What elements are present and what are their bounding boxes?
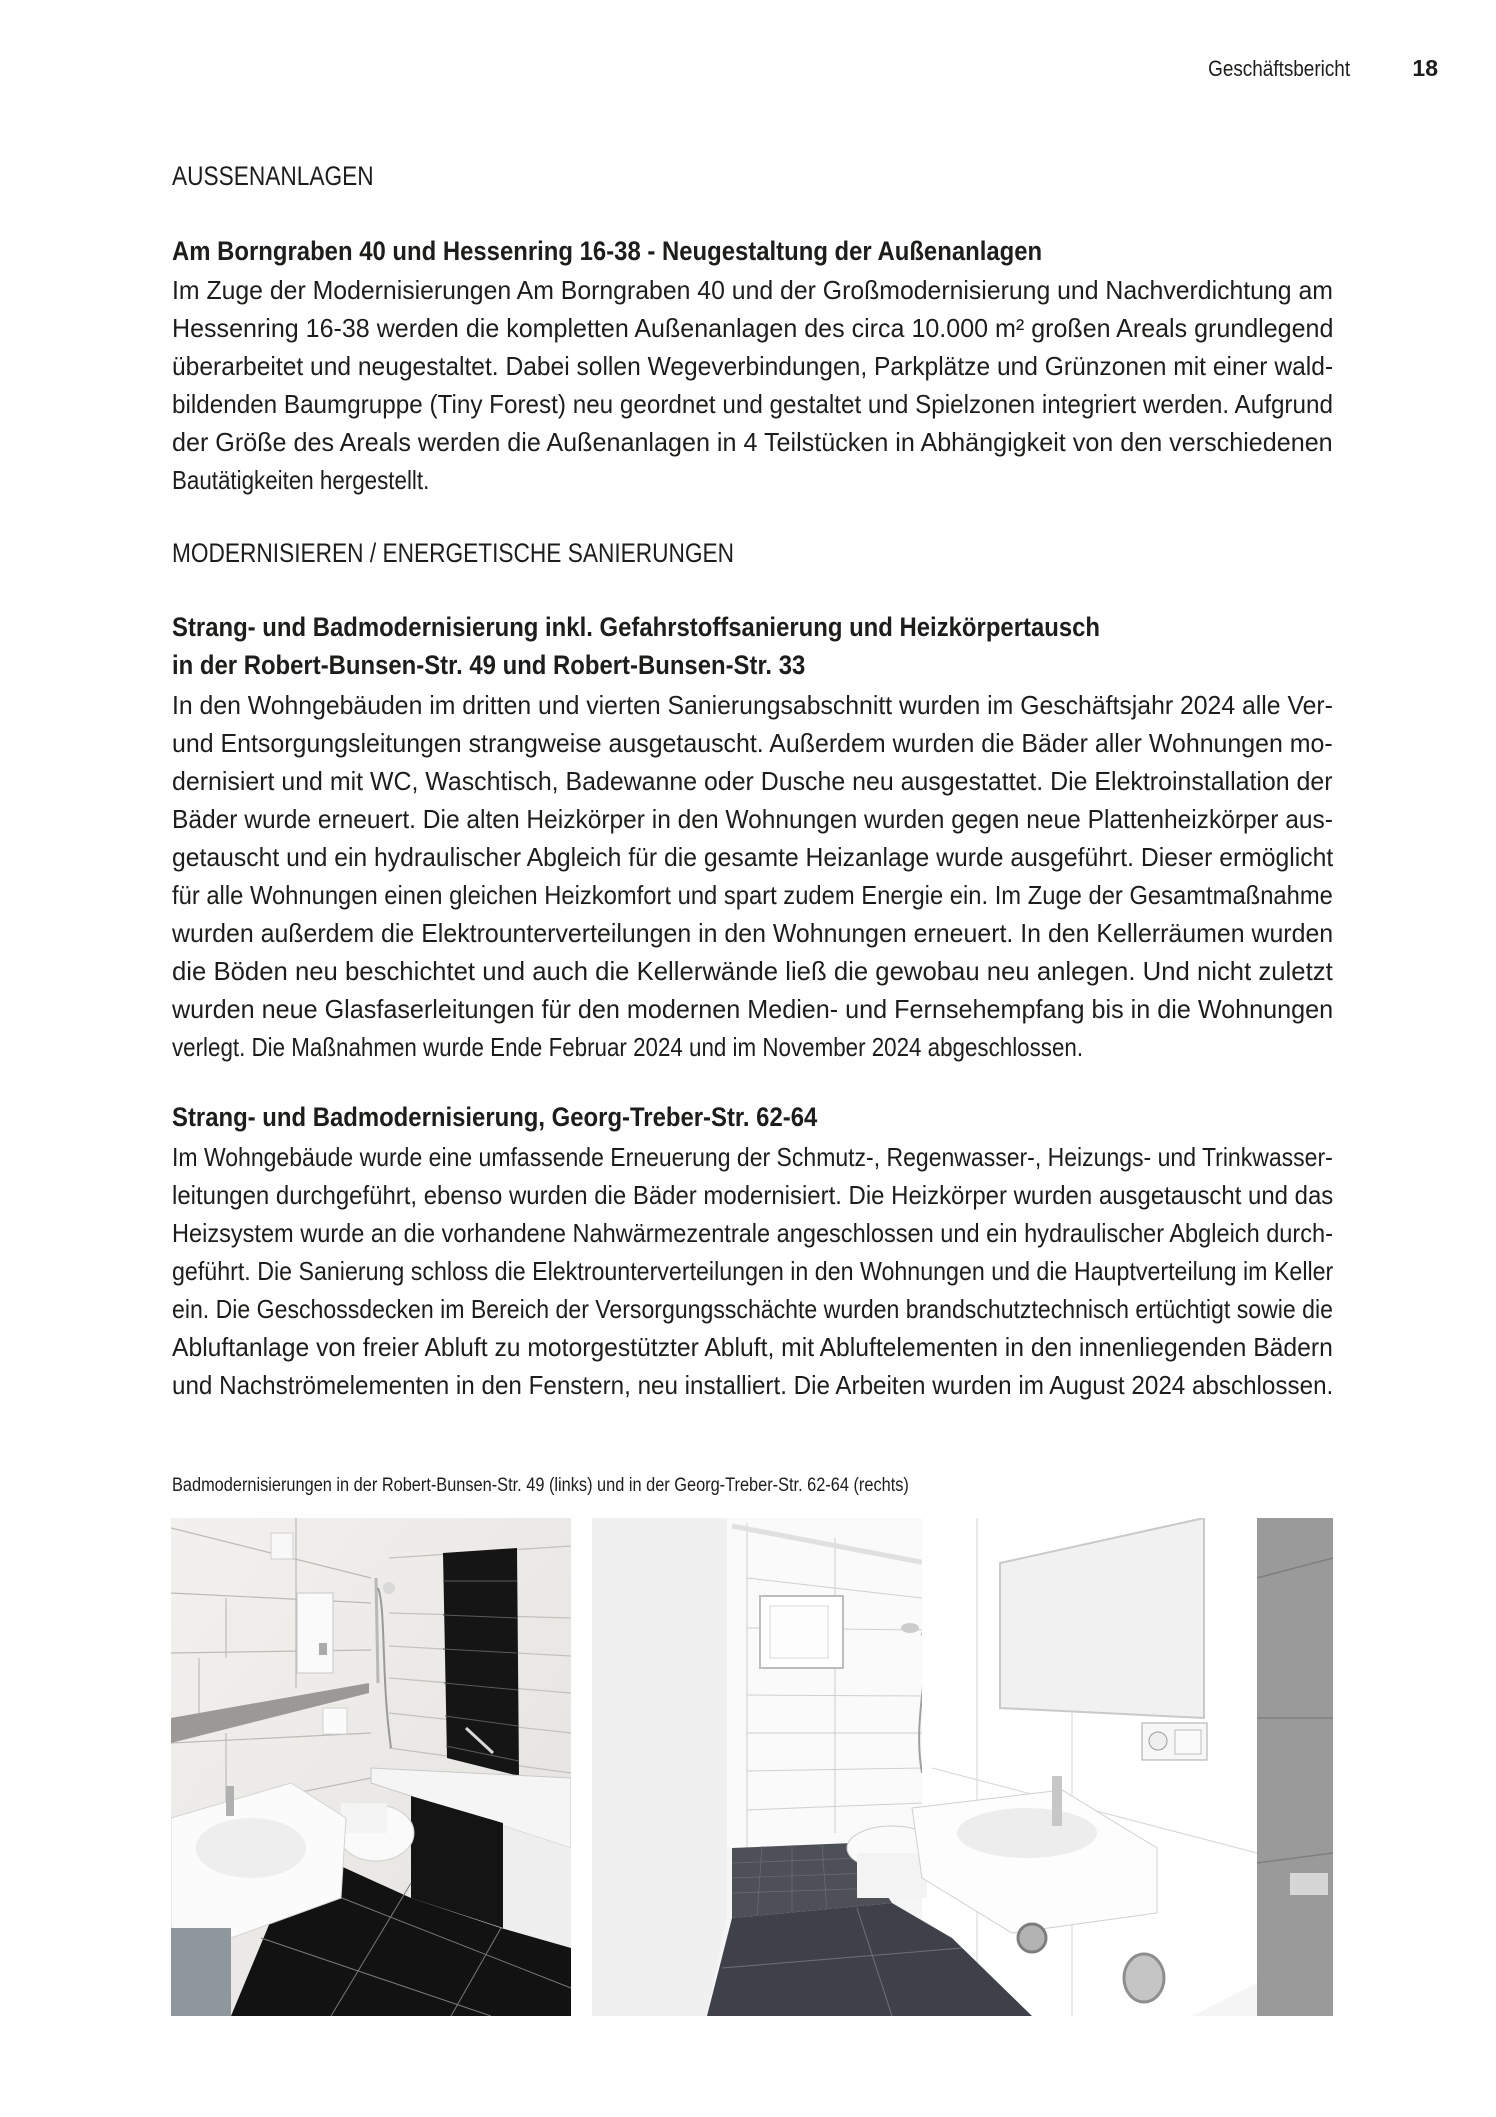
body-line: dernisiert und mit WC, Waschtisch, Badewanne oder Dusche neu ausgestattet. Die Elektroinstallation der bbox=[172, 766, 1333, 796]
body-line: und Nachströmelementen in den Fenstern, neu installiert. Die Arbeiten wurden im August 2024 abschlossen. bbox=[172, 1370, 1334, 1400]
page-number: 18 bbox=[1412, 55, 1438, 81]
photo-bathroom-georg-treber bbox=[592, 1518, 1333, 2016]
body-line: Heizsystem wurde an die vorhandene Nahwärmezentrale angeschlossen und ein hydraulischer Abgleich durch- bbox=[172, 1218, 1333, 1248]
body-line: für alle Wohnungen einen gleichen Heizkomfort und spart zudem Energie ein. Im Zuge der Gesamtmaßnahme bbox=[172, 880, 1333, 910]
body-line: verlegt. Die Maßnahmen wurde Ende Februar 2024 und im November 2024 abgeschlossen. bbox=[172, 1032, 1084, 1062]
body-line: Abluftanlage von freier Abluft zu motorgestützter Abluft, mit Abluftelementen in den innenliegenden Bädern bbox=[172, 1332, 1333, 1362]
figure-caption: Badmodernisierungen in der Robert-Bunsen-Str. 49 (links) und in der Georg-Treber-Str. 62-64 (rechts) bbox=[172, 1475, 909, 1496]
body-line: wurden neue Glasfaserleitungen für den modernen Medien- und Fernsehempfang bis in die Wohnungen bbox=[172, 994, 1334, 1024]
body-line: bildenden Baumgruppe (Tiny Forest) neu geordnet und gestaltet und Spielzonen integriert werden. Aufgrund bbox=[172, 389, 1333, 419]
body-line: geführt. Die Sanierung schloss die Elektrounterverteilungen in den Wohnungen und die Hauptverteilung im Keller bbox=[172, 1256, 1334, 1286]
article-heading: Strang- und Badmodernisierung inkl. Gefahrstoffsanierung und Heizkörpertausch bbox=[172, 612, 1101, 642]
body-line: getauscht und ein hydraulischer Abgleich für die gesamte Heizanlage wurde ausgeführt. Dieser ermöglicht bbox=[172, 842, 1334, 872]
body-line: Bäder wurde erneuert. Die alten Heizkörper in den Wohnungen wurden gegen neue Plattenheizkörper aus- bbox=[172, 804, 1333, 834]
bathroom-photo-illustration bbox=[592, 1518, 1333, 2016]
body-line: überarbeitet und neugestaltet. Dabei sollen Wegeverbindungen, Parkplätze und Grünzonen mit einer wald- bbox=[172, 351, 1334, 381]
page-header bbox=[0, 52, 1496, 88]
body-line: wurden außerdem die Elektrounterverteilungen in den Wohnungen erneuert. In den Kellerräumen wurden bbox=[172, 918, 1334, 948]
bathroom-photo-illustration bbox=[171, 1518, 571, 2016]
article-heading: Am Borngraben 40 und Hessenring 16-38 - Neugestaltung der Außenanlagen bbox=[172, 236, 1043, 266]
running-title: Geschäftsbericht bbox=[1208, 56, 1350, 81]
body-line: der Größe des Areals werden die Außenanlagen in 4 Teilstücken in Abhängigkeit von den verschiedenen bbox=[172, 427, 1333, 457]
body-line: die Böden neu beschichtet und auch die Kellerwände ließ die gewobau neu anlegen. Und nicht zuletzt bbox=[172, 956, 1333, 986]
body-line: Hessenring 16-38 werden die kompletten Außenanlagen des circa 10.000 m² großen Areals grundlegend bbox=[172, 313, 1334, 343]
body-line: leitungen durchgeführt, ebenso wurden die Bäder modernisiert. Die Heizkörper wurden ausgetauscht und das bbox=[172, 1180, 1334, 1210]
article-heading: Strang- und Badmodernisierung, Georg-Treber-Str. 62-64 bbox=[172, 1102, 818, 1132]
body-line: Im Zuge der Modernisierungen Am Borngraben 40 und der Großmodernisierung und Nachverdichtung am bbox=[172, 275, 1333, 305]
body-line: Im Wohngebäude wurde eine umfassende Erneuerung der Schmutz-, Regenwasser-, Heizungs- und Trinkwasser- bbox=[172, 1142, 1333, 1172]
body-line: Bautätigkeiten hergestellt. bbox=[172, 465, 430, 495]
body-line: In den Wohngebäuden im dritten und vierten Sanierungsabschnitt wurden im Geschäftsjahr 2024 alle Ver- bbox=[172, 690, 1333, 720]
article-heading: in der Robert-Bunsen-Str. 49 und Robert-Bunsen-Str. 33 bbox=[172, 650, 806, 680]
body-line: ein. Die Geschossdecken im Bereich der Versorgungsschächte wurden brandschutztechnisch ertüchtigt sowie die bbox=[172, 1294, 1333, 1324]
section-title-aussenanlagen: AUSSENANLAGEN bbox=[172, 161, 374, 191]
photo-bathroom-robert-bunsen bbox=[171, 1518, 571, 2016]
section-title-modernisieren: MODERNISIEREN / ENERGETISCHE SANIERUNGEN bbox=[172, 538, 735, 568]
body-line: und Entsorgungsleitungen strangweise ausgetauscht. Außerdem wurden die Bäder aller Wohnungen mo- bbox=[172, 728, 1333, 758]
